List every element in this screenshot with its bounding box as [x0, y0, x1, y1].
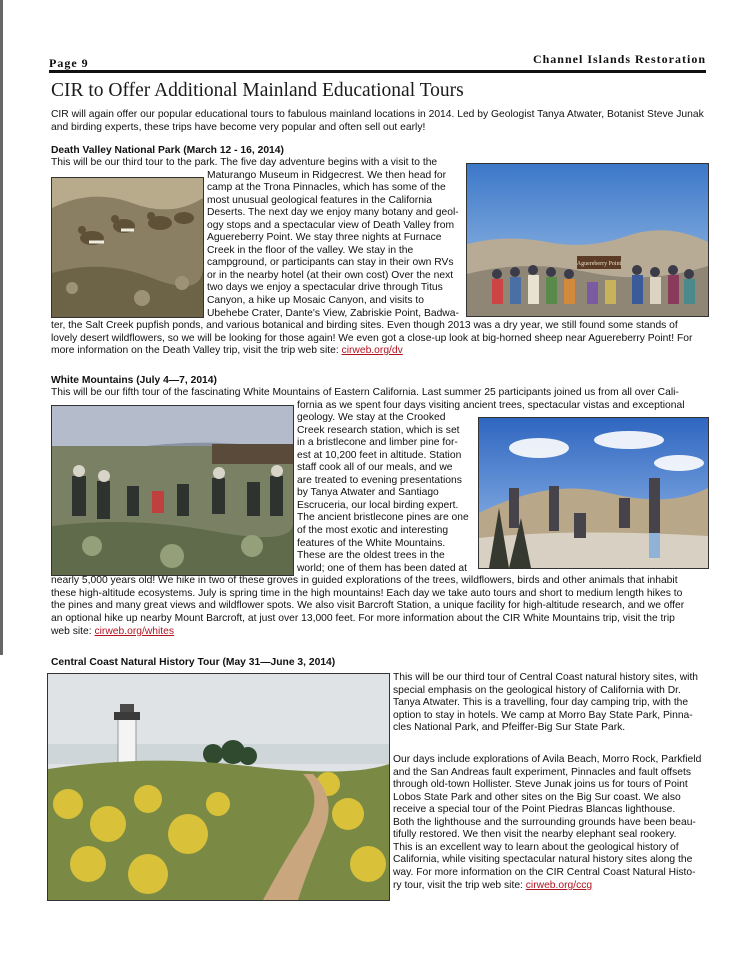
central-coast-heading: Central Coast Natural History Tour (May 31—June 3, 2014) — [51, 657, 336, 668]
death-valley-group-photo — [466, 163, 709, 317]
central-coast-more-info: ry tour, visit the trip web site: cirweb.org/ccg — [393, 880, 593, 891]
white-mountains-full-line: nearly 5,000 years old! We hike in two of these groves in guided explorations of the trees, wildflowers, birds and other animals that inhabit — [51, 575, 678, 586]
page-header — [49, 52, 706, 68]
death-valley-column-line: Canyon, a hike up Mosaic Canyon, and visits to — [207, 295, 424, 306]
white-mountains-column-line: fornia as we spent four days visiting ancient trees, spectacular vistas and exceptional — [297, 399, 685, 411]
central-coast-p2-line: Our days include explorations of Avila Beach, Morro Rock, Parkfield — [393, 754, 702, 765]
white-mountains-column-line: est at 10,200 feet in altitude. Station — [297, 449, 462, 461]
central-coast-p2-line: This is an excellent way to learn about the geological history of — [393, 841, 679, 853]
white-mountains-full-line: the pines and many great views and wildflower spots. We also visit Barcroft Station, a unique facility for high-altitude research, and we offer — [51, 600, 685, 612]
white-mountains-column-line: by Tanya Atwater and Santiago — [297, 487, 439, 499]
central-coast-p2-line: and the San Andreas fault experiment, Pinnacles and fault offsets — [393, 766, 692, 778]
central-coast-p2-line: Lobos State Park and other sites on the Big Sur coast. We also — [393, 791, 681, 803]
lighthouse-wildflowers-photo — [47, 673, 390, 901]
central-coast-p2-line: way. For more information on the CIR Central Coast Natural Histo- — [393, 866, 696, 878]
death-valley-column-line: ogy stops and a spectacular view of Death Valley from — [207, 219, 455, 231]
death-valley-column-line: Maturango Museum in Ridgecrest. We then head for — [207, 169, 447, 181]
white-mountains-column-line: Creek research station, which is set — [297, 424, 460, 436]
central-coast-p2-line: California, while visiting spectacular natural history sites along the — [393, 854, 693, 866]
death-valley-column-line: camp at the Trona Pinnacles, which has some of the — [207, 182, 446, 194]
central-coast-p1-line: Tanya Atwater. This is a travelling, four day camping trip, with the — [393, 697, 689, 709]
white-mountains-hikers-photo — [478, 417, 709, 569]
article-lead: CIR will again offer our popular educational tours to fabulous mainland locations in 2014. Led by Geologist Tanya Atwater, Botanist Steve Junak and birding experts, these trips have become very popular and often sell out early! — [51, 109, 704, 133]
page-number: Page 9 — [49, 56, 89, 70]
central-coast-p2-line: through old-town Hollister. Steve Junak joins us for tours of Point — [393, 779, 688, 791]
white-mountains-more-info: web site: cirweb.org/whites — [51, 626, 175, 637]
white-mountains-column-line: Escruceria, our local birding expert. — [297, 499, 459, 511]
central-coast-p1-line: This will be our third tour of Central Coast natural history sites, with — [393, 672, 699, 683]
white-mountains-full-line: an optional hike up nearby Mount Barcroft, at just over 13,000 feet. For more information about the CIR White Mountains trip, visit the trip — [51, 612, 675, 624]
article-title: CIR to Offer Additional Mainland Educational Tours — [51, 80, 464, 101]
white-mountains-link[interactable]: cirweb.org/whites — [94, 626, 175, 637]
central-coast-p2-line: tifully restored. We then visit the nearby elephant seal rookery. — [393, 829, 677, 841]
white-mountains-column-line: features of the White Mountains. — [297, 537, 446, 549]
death-valley-column-line: most unusual geological features in the California — [207, 194, 432, 206]
death-valley-intro: This will be our third tour to the park. The five day adventure begins with a visit to the — [51, 157, 438, 168]
header-rule — [49, 70, 706, 73]
death-valley-column-line: campground, or participants can stay in their own RVs — [207, 257, 454, 269]
death-valley-link[interactable]: cirweb.org/dv — [341, 345, 403, 356]
white-mountains-column-line: are treated to evening presentations — [297, 474, 462, 486]
central-coast-p1-line: cles National Park, and Pfeiffer-Big Sur State Park. — [393, 722, 626, 734]
white-mountains-campfire-photo — [51, 405, 294, 576]
white-mountains-heading: White Mountains (July 4—7, 2014) — [51, 375, 217, 386]
page-edge-bar — [0, 0, 3, 655]
death-valley-heading: Death Valley National Park (March 12 - 16, 2014) — [51, 145, 284, 156]
death-valley-column-line: two days we enjoy a spectacular drive through Titus — [207, 282, 443, 294]
white-mountains-column-line: staff cook all of our meals, and we — [297, 462, 453, 474]
white-mountains-column-line: of the most exotic and interesting — [297, 525, 449, 536]
death-valley-full-line: lovely desert wildflowers, so we will be looking for those again! We even got a close-up look at big-horned sheep near Aguereberry Point! For — [51, 332, 693, 344]
death-valley-full-line: ter, the Salt Creek pupfish ponds, and various botanical and birding sites. Even though 2013 was a dry year, we still found some stands of — [51, 320, 678, 331]
central-coast-p1-line: special emphasis on the geological history of California with Dr. — [393, 684, 681, 696]
white-mountains-column-line: geology. We stay at the Crooked — [297, 412, 446, 424]
death-valley-column-line: Creek in the floor of the valley. We stay in the — [207, 244, 414, 256]
death-valley-column-line: or in the nearby hotel (at their own cost) Over the next — [207, 269, 454, 281]
white-mountains-full-line: these high-altitude ecosystems. July is spring time in the high mountains! Each day we take auto tours and short to medium length hikes to — [51, 587, 683, 599]
white-mountains-intro: This will be our fifth tour of the fascinating White Mountains of Eastern California. Last summer 25 participants joined us from all over Cali- — [51, 387, 679, 398]
central-coast-link[interactable]: cirweb.org/ccg — [525, 880, 593, 891]
white-mountains-column-line: world; one of them has been dated at — [297, 562, 468, 574]
bighorn-sheep-photo — [51, 177, 204, 318]
central-coast-p2-line: receive a special tour of the Point Piedras Blancas lighthouse. — [393, 804, 676, 816]
white-mountains-column-line: in a bristlecone and limber pine for- — [297, 437, 458, 449]
white-mountains-column-line: These are the oldest trees in the — [297, 550, 445, 562]
aguereberry-sign: Aguereberry Point — [576, 261, 622, 267]
white-mountains-column-line: The ancient bristlecone pines are one — [297, 512, 469, 524]
central-coast-p1-line: option to stay in hotels. We camp at Morro Bay State Park, Pinna- — [393, 709, 693, 721]
death-valley-column-line: Deserts. The next day we enjoy many botany and geol- — [207, 207, 459, 219]
death-valley-column-line: Aguereberry Point. We stay three nights at Furnace — [207, 232, 442, 244]
death-valley-column-line: Ubehebe Crater, Dante's View, Zabriskie Point, Badwa- — [207, 307, 459, 319]
death-valley-more-info: more information on the Death Valley trip, visit the trip web site: cirweb.org/dv — [51, 345, 403, 356]
central-coast-p2-line: Both the lighthouse and the surrounding grounds have been beau- — [393, 816, 696, 828]
publication-name: Channel Islands Restoration — [532, 52, 706, 66]
